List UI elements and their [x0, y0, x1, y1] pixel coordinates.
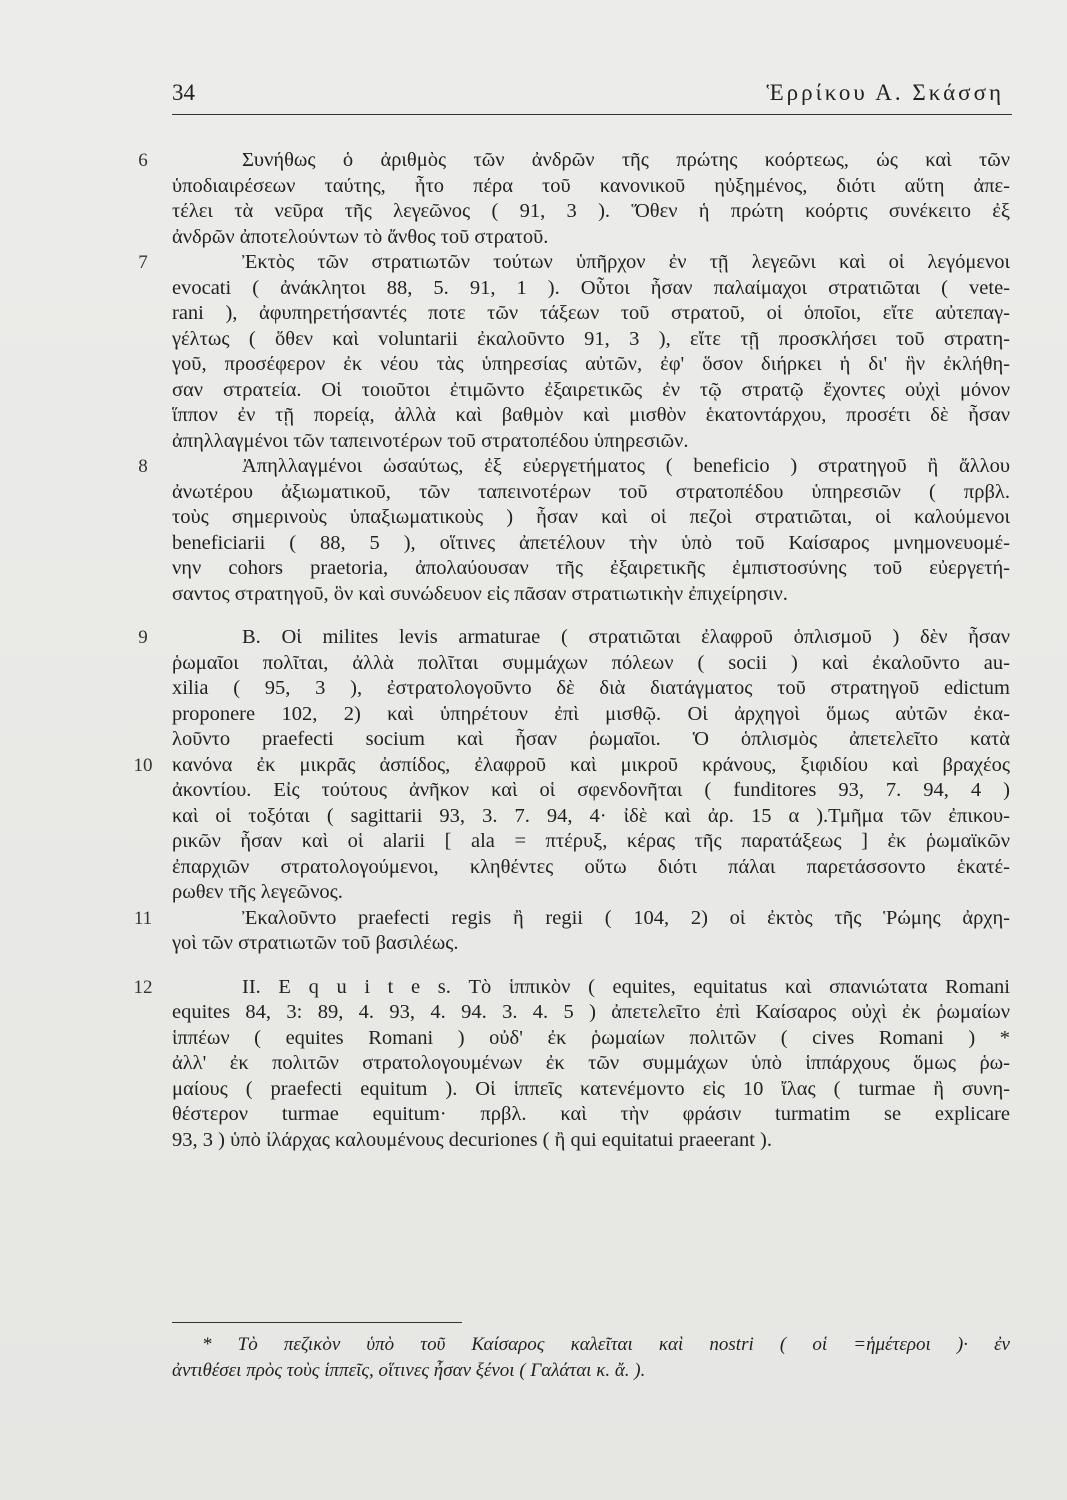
- text-line: θέστερον turmae equitum· πρβλ. καὶ τὴν φράσιν turmatim se explicare: [172, 1103, 1010, 1125]
- text-line: ρωθεν τῆς λεγεῶνος.: [172, 881, 343, 903]
- text-line: σαν στρατεία. Οἱ τοιοῦτοι ἐτιμῶντο ἐξαιρετικῶς ἐν τῷ στρατῷ ἔχοντες οὐχὶ μόνον: [172, 378, 1010, 401]
- text-line: xilia ( 95, 3 ), ἐστρατολογοῦντο δὲ διὰ διατάγματος τοῦ στρατηγοῦ edictum: [172, 677, 1010, 699]
- text-line: equites 84, 3: 89, 4. 93, 4. 94. 3. 4. 5 ) ἀπετελεῖτο ἐπὶ Καίσαρος οὐχὶ ἐκ ῥωμαίων: [172, 1001, 1010, 1023]
- text-line: καὶ οἱ τοξόται ( sagittarii 93, 3. 7. 94, 4· ἰδὲ καὶ ἀρ. 15 α ).Τμῆμα τῶν ἐπικου-: [172, 804, 1010, 827]
- text-line: γέλτως ( ὅθεν καὶ voluntarii ἐκαλοῦντο 91, 3 ), εἴτε τῇ προσκλήσει τοῦ στρατη-: [172, 327, 1010, 350]
- text-line: κανόνα ἐκ μικρᾶς ἀσπίδος, ἐλαφροῦ καὶ μικροῦ κράνους, ξιφιδίου καὶ βραχέος: [172, 753, 1010, 776]
- text-line: ἀλλ' ἐκ πολιτῶν στρατολογουμένων ἐκ τῶν συμμάχων ὑπὸ ἱππάρχους ὅμως ῥω-: [172, 1052, 1010, 1074]
- text-line: ἐπαρχιῶν στρατολογούμενοι, κληθέντες οὕτω διότι πάλαι παρετάσσοντο ἑκατέ-: [172, 855, 1010, 878]
- text-line: rani ), ἀφυπηρετήσαντές ποτε τῶν τάξεων τοῦ στρατοῦ, οἱ ὁποῖοι, εἴτε αὐτεπαγ-: [172, 302, 1010, 324]
- paragraph: [133, 625, 1010, 906]
- text-line: Ἐκαλοῦντο praefecti regis ἢ regii ( 104, 2) οἱ ἐκτὸς τῆς Ῥώμης ἀρχη-: [242, 906, 1010, 929]
- page-header: [172, 80, 1012, 120]
- text-line: ὑποδιαιρέσεων ταύτης, ἦτο πέρα τοῦ κανονικοῦ ηὐξημένος, διότι αὕτη ἀπε-: [172, 174, 1010, 197]
- marginal-number: 8: [138, 456, 148, 477]
- text-line: ἀνδρῶν ἀποτελούντων τὸ ἄνθος τοῦ στρατοῦ.: [172, 225, 549, 248]
- text-line: beneficiarii ( 88, 5 ), οἵτινες ἀπετέλουν τὴν ὑπὸ τοῦ Καίσαρος μνημονευομέ-: [172, 531, 1010, 554]
- paragraph: [133, 906, 1010, 957]
- text-line: μαίους ( praefecti equitum ). Οἱ ἱππεῖς κατενέμοντο εἰς 10 ἴλας ( turmae ἢ συνη-: [172, 1077, 1010, 1100]
- footnote-line: ἀντιθέσει πρὸς τοὺς ἱππεῖς, οἵτινες ἦσαν ξένοι ( Γαλάται κ. ἄ. ).: [172, 1360, 646, 1381]
- text-line: σαντος στρατηγοῦ, ὃν καὶ συνώδευον εἰς πᾶσαν στρατιωτικὴν ἐπιχείρησιν.: [172, 582, 788, 605]
- text-line: Β. Οἱ milites levis armaturae ( στρατιῶται ἐλαφροῦ ὁπλισμοῦ ) δὲν ἦσαν: [242, 626, 1010, 648]
- paragraph: [138, 250, 1010, 454]
- text-line: evocati ( ἀνάκλητοι 88, 5. 91, 1 ). Οὗτοι ἦσαν παλαίμαχοι στρατιῶται ( vete-: [172, 276, 1010, 299]
- text-line: ἀκοντίου. Εἰς τούτους ἀνῆκον καὶ οἱ σφενδονῆται ( funditores 93, 7. 94, 4 ): [172, 779, 1010, 801]
- marginal-number: 7: [138, 252, 148, 273]
- text-line: Συνήθως ὁ ἀριθμὸς τῶν ἀνδρῶν τῆς πρώτης κοόρτεως, ὡς καὶ τῶν: [242, 149, 1010, 171]
- text-line: λοῦντο praefecti socium καὶ ἦσαν ῥωμαῖοι. Ὁ ὁπλισμὸς ἀπετελεῖτο κατὰ: [172, 728, 1010, 750]
- text-line: τέλει τὰ νεῦρα τῆς λεγεῶνος ( 91, 3 ). Ὅθεν ἡ πρώτη κοόρτις συνέκειτο ἐξ: [172, 200, 1010, 222]
- text-line: τοὺς σημερινοὺς ὑπαξιωματικοὺς ) ἦσαν καὶ οἱ πεζοὶ στρατιῶται, οἱ καλούμενοι: [172, 506, 1010, 528]
- marginal-number: 11: [133, 907, 153, 929]
- text-line: ἱππέων ( equites Romani ) οὐδ' ἐκ ῥωμαίων πολιτῶν ( cives Romani ) *: [172, 1026, 1010, 1049]
- text-line: 93, 3 ) ὑπὸ ἰλάρχας καλουμένους decuriones ( ἢ qui equitatui praeerant ).: [172, 1128, 772, 1151]
- text-line: proponere 102, 2) καὶ ὑπηρέτουν ἐπὶ μισθῷ. Οἱ ἀρχηγοὶ ὅμως αὐτῶν ἐκα-: [172, 702, 1010, 725]
- text-line: γοὶ τῶν στρατιωτῶν τοῦ βασιλέως.: [172, 932, 459, 954]
- page-number: 34: [172, 80, 195, 105]
- paragraph: [133, 975, 1010, 1154]
- text-line: ἵππον ἐν τῇ πορείᾳ, ἀλλὰ καὶ βαθμὸν καὶ μισθὸν ἑκατοντάρχου, προσέτι δὲ ἦσαν: [172, 404, 1010, 426]
- marginal-number: 12: [133, 976, 153, 998]
- marginal-number: 9: [138, 627, 148, 648]
- text-line: ῥωμαῖοι πολῖται, ἀλλὰ πολῖται συμμάχων πόλεων ( socii ) καὶ ἐκαλοῦντο au-: [172, 651, 1010, 674]
- text-line: Ἐκτὸς τῶν στρατιωτῶν τούτων ὑπῆρχον ἐν τῇ λεγεῶνι καὶ οἱ λεγόμενοι: [242, 251, 1010, 273]
- footnote-line: * Τὸ πεζικὸν ὑπὸ τοῦ Καίσαρος καλεῖται καὶ nostri ( οἱ =ἡμέτεροι )· ἐν: [202, 1334, 1010, 1355]
- footnote-rule: [172, 1322, 462, 1323]
- main-text: [133, 148, 1010, 1153]
- text-line: ΙΙ. E q u i t e s. Τὸ ἱππικὸν ( equites, equitatus καὶ σπανιώτατα Romani: [242, 975, 1010, 998]
- marginal-number: 10: [133, 754, 153, 776]
- text-line: νην cohors praetoria, ἀπολαύουσαν τῆς ἐξαιρετικῆς ἐμπιστοσύνης τοῦ εὐεργετή-: [172, 557, 1010, 579]
- marginal-number: 6: [138, 150, 148, 171]
- text-line: ἀπηλλαγμένοι τῶν ταπεινοτέρων τοῦ στρατοπέδου ὑπηρεσιῶν.: [172, 429, 689, 452]
- footnote: [172, 1332, 1010, 1384]
- text-line: γοῦ, προσέφερον ἐκ νέου τὰς ὑπηρεσίας αὐτῶν, ἐφ' ὅσον διήρκει ἡ δι' ἣν ἐκλήθη-: [172, 353, 1010, 375]
- header-rule: [172, 114, 1012, 115]
- text-line: Ἀπηλλαγμένοι ὡσαύτως, ἐξ εὐεργετήματος ( beneficio ) στρατηγοῦ ἢ ἄλλου: [242, 455, 1010, 477]
- paragraph: [138, 454, 1010, 607]
- text-line: ἀνωτέρου ἀξιωματικοῦ, τῶν ταπεινοτέρων τοῦ στρατοπέδου ὑπηρεσιῶν ( πρβλ.: [172, 480, 1010, 503]
- text-line: ρικῶν ἦσαν καὶ οἱ alarii [ ala = πτέρυξ, κέρας τῆς παρατάξεως ] ἐκ ῥωμαϊκῶν: [172, 830, 1010, 852]
- running-title: Ἑρρίκου Α. Σκάσση: [766, 80, 1004, 105]
- paragraph: [138, 148, 1010, 250]
